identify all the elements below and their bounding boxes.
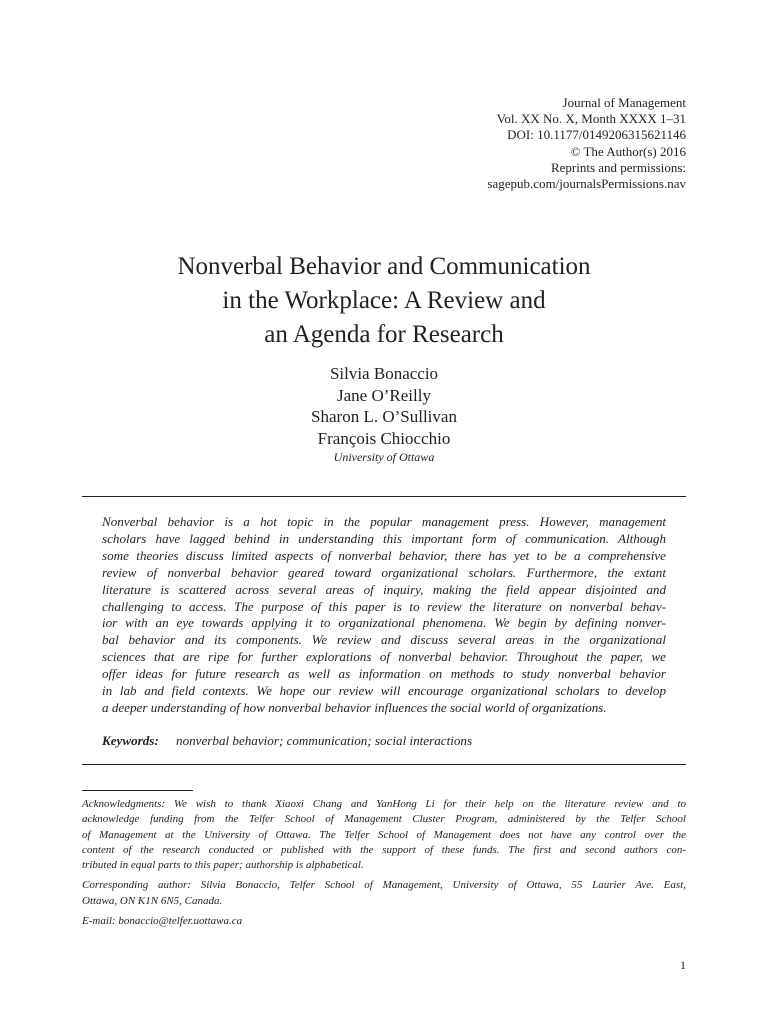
- journal-copyright: © The Author(s) 2016: [570, 143, 686, 159]
- journal-permissions-link[interactable]: sagepub.com/journalsPermissions.nav: [487, 176, 686, 192]
- journal-metadata: [487, 95, 686, 192]
- journal-name: Journal of Management: [562, 95, 686, 110]
- author-affiliation: University of Ottawa: [333, 450, 435, 464]
- author-name: Sharon L. O’Sullivan: [311, 407, 457, 426]
- abstract: [102, 514, 666, 717]
- author-list: [0, 363, 768, 449]
- footnote-rule: [82, 790, 193, 791]
- abstract-line: literature is scattered across several areas of inquiry, making the field appear disjointed and: [102, 581, 666, 597]
- acknowledgments-line: tributed in equal parts to this paper; authorship is alphabetical.: [82, 859, 364, 872]
- acknowledgments-line: Acknowledgments: We wish to thank Xiaoxi Chang and YanHong Li for their help on the literature review and to: [82, 798, 686, 810]
- acknowledgments-line: of Management at the University of Ottawa. The Telfer School of Management does not have any control over the: [82, 828, 686, 841]
- abstract-top-rule: [82, 496, 686, 497]
- abstract-line: ior with an eye towards applying it to organizational phenomena. We begin by defining nonver-: [102, 615, 666, 631]
- abstract-line: some theories discuss limited aspects of nonverbal behavior, there has yet to be a comprehensive: [102, 547, 666, 563]
- journal-doi: DOI: 10.1177/0149206315621146: [507, 127, 686, 143]
- acknowledgments: [82, 797, 686, 873]
- abstract-line: offer ideas for future research as well as information on methods to study nonverbal behavior: [102, 666, 666, 682]
- keywords: [102, 733, 472, 749]
- author-name: François Chiocchio: [317, 428, 451, 448]
- acknowledgments-line: content of the research conducted or published with the support of these funds. The first and second authors con-: [82, 843, 686, 856]
- abstract-line: a deeper understanding of how nonverbal behavior influences the social world of organizations.: [102, 699, 607, 715]
- keywords-label: Keywords:: [102, 733, 159, 748]
- title-line: Nonverbal Behavior and Communication: [177, 253, 591, 280]
- page-number: 1: [680, 958, 686, 972]
- title-line: an Agenda for Research: [264, 321, 504, 348]
- journal-reprints: Reprints and permissions:: [550, 159, 686, 175]
- title-line: in the Workplace: A Review and: [222, 287, 546, 314]
- abstract-line: challenging to access. The purpose of this paper is to review the literature on nonverbal behav-: [102, 598, 666, 614]
- paper-title: [0, 250, 768, 352]
- abstract-bottom-rule: [82, 764, 686, 765]
- email: [82, 914, 686, 929]
- author-name: Silvia Bonaccio: [329, 364, 439, 383]
- acknowledgments-line: acknowledge funding from the Telfer School of Management Cluster Program, administered by the Telfer School: [82, 813, 686, 826]
- abstract-line: bal behavior and its components. We review and discuss several areas in the organizational: [102, 632, 666, 648]
- corresponding-line: Ottawa, ON K1N 6N5, Canada.: [82, 894, 223, 907]
- author-name: Jane O’Reilly: [337, 385, 431, 405]
- abstract-line: sciences that are ripe for further explorations of nonverbal behavior. Throughout the paper, we: [102, 649, 666, 665]
- abstract-line: review of nonverbal behavior geared toward organizational scholars. Furthermore, the extant: [102, 564, 666, 580]
- abstract-line: Nonverbal behavior is a hot topic in the popular management press. However, management: [102, 514, 666, 529]
- abstract-line: scholars have lagged behind in understanding this important form of communication. Although: [102, 530, 666, 546]
- corresponding-line: Corresponding author: Silvia Bonaccio, Telfer School of Management, University of Ottawa, 55 Laurier Ave. East,: [82, 879, 686, 892]
- corresponding-author: [82, 878, 686, 909]
- abstract-line: in lab and field contexts. We hope our review will encourage organizational scholars to develop: [102, 683, 666, 699]
- keywords-value: nonverbal behavior; communication; social interactions: [176, 733, 473, 748]
- email-link[interactable]: E-mail: bonaccio@telfer.uottawa.ca: [82, 915, 243, 928]
- footnotes: [82, 797, 686, 934]
- journal-volume: Vol. XX No. X, Month XXXX 1–31: [496, 111, 686, 127]
